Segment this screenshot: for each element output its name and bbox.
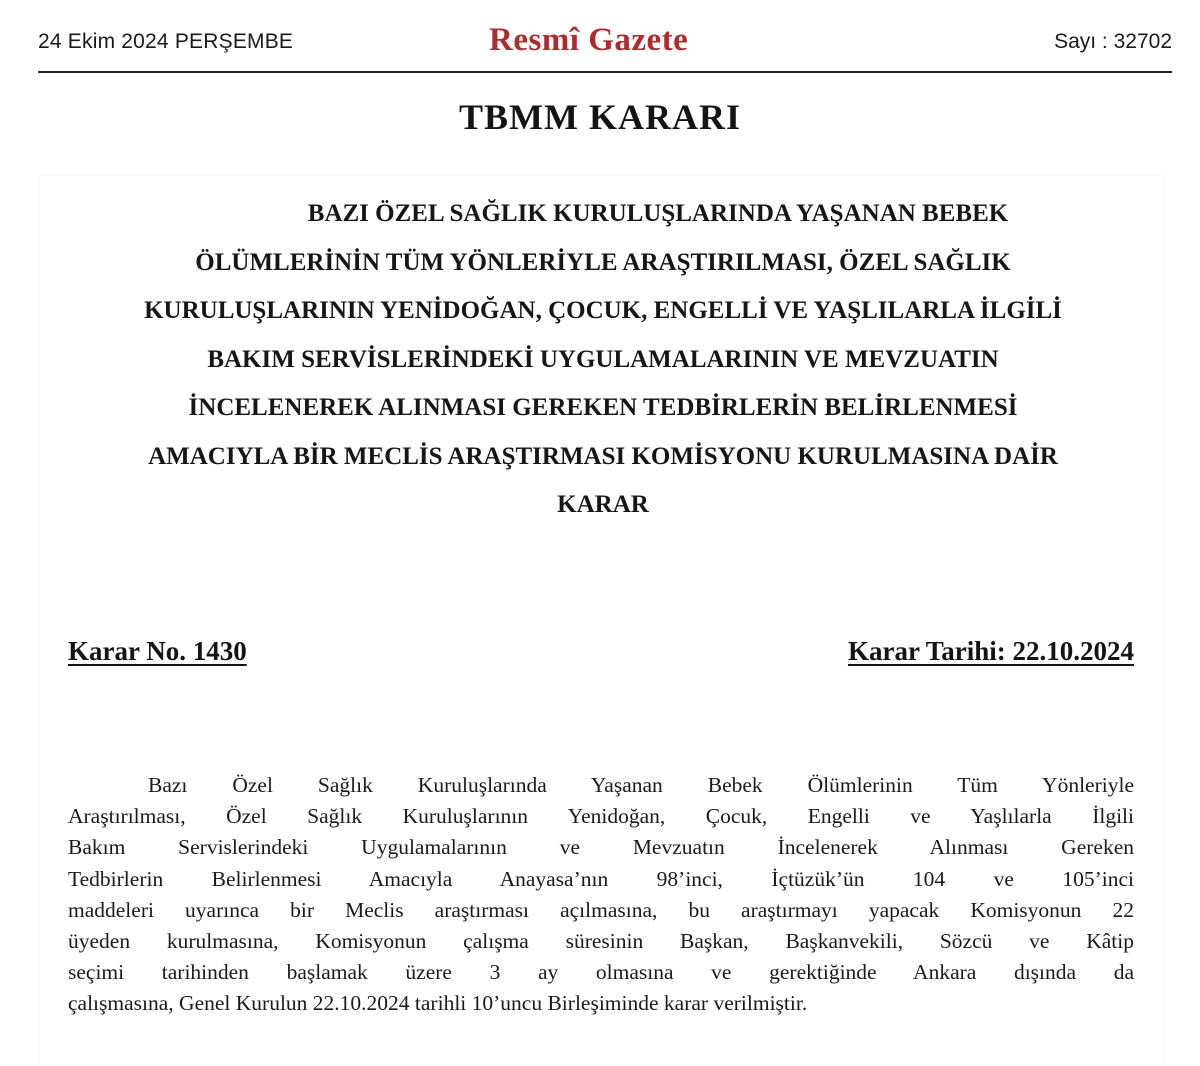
decision-heading-line: KARAR — [557, 491, 649, 518]
body-line: maddeleri uyarınca bir Meclis araştırması açılmasına, bu araştırmayı yapacak Komisyonun 22 — [68, 897, 1134, 922]
body-line: üyeden kurulmasına, Komisyonun çalışma süresinin Başkan, Başkanvekili, Sözcü ve Kâtip — [68, 929, 1134, 954]
section-title: TBMM KARARI — [459, 97, 741, 137]
body-line: Bazı Özel Sağlık Kuruluşlarında Yaşanan Bebek Ölümlerinin Tüm Yönleriyle — [148, 773, 1134, 797]
body-line: Araştırılması, Özel Sağlık Kuruluşlarının Yenidoğan, Çocuk, Engelli ve Yaşlılarla İlgili — [68, 804, 1134, 829]
decision-heading-line: ÖLÜMLERİNİN TÜM YÖNLERİYLE ARAŞTIRILMASI, ÖZEL SAĞLIK — [195, 248, 1011, 276]
decision-meta — [68, 636, 1134, 676]
decision-heading-line: BAZI ÖZEL SAĞLIK KURULUŞLARINDA YAŞANAN BEBEK — [307, 200, 1009, 227]
decision-heading — [70, 190, 1136, 530]
body-line: çalışmasına, Genel Kurulun 22.10.2024 tarihli 10’uncu Birleşiminde karar verilmiştir. — [68, 991, 808, 1016]
decision-heading-line: İNCELENEREK ALINMASI GEREKEN TEDBİRLERİN BELİRLENMESİ — [188, 394, 1018, 421]
body-line: Tedbirlerin Belirlenmesi Amacıyla Anayasa’nın 98’inci, İçtüzük’ün 104 ve 105’inci — [68, 866, 1134, 891]
header-divider — [38, 71, 1172, 73]
body-line: seçimi tarihinden başlamak üzere 3 ay olmasına ve gerektiğinde Ankara dışında da — [68, 960, 1134, 985]
issue-number: Sayı : 32702 — [1054, 30, 1172, 53]
decision-heading-line: BAKIM SERVİSLERİNDEKİ UYGULAMALARININ VE MEVZUATIN — [207, 345, 999, 373]
decision-body — [68, 770, 1134, 1020]
decision-date: Karar Tarihi: 22.10.2024 — [847, 636, 1134, 666]
gazette-header — [38, 22, 1172, 64]
body-line: Bakım Servislerindeki Uygulamalarının ve Mevzuatın İncelenerek Alınması Gereken — [68, 835, 1134, 860]
decision-heading-line: AMACIYLA BİR MECLİS ARAŞTIRMASI KOMİSYONU KURULMASINA DAİR — [148, 442, 1058, 470]
gazette-title: Resmî Gazete — [489, 22, 689, 58]
decision-number: Karar No. 1430 — [68, 636, 247, 666]
issue-date: 24 Ekim 2024 PERŞEMBE — [38, 30, 294, 53]
decision-heading-line: KURULUŞLARININ YENİDOĞAN, ÇOCUK, ENGELLİ VE YAŞLILARLA İLGİLİ — [144, 297, 1062, 324]
